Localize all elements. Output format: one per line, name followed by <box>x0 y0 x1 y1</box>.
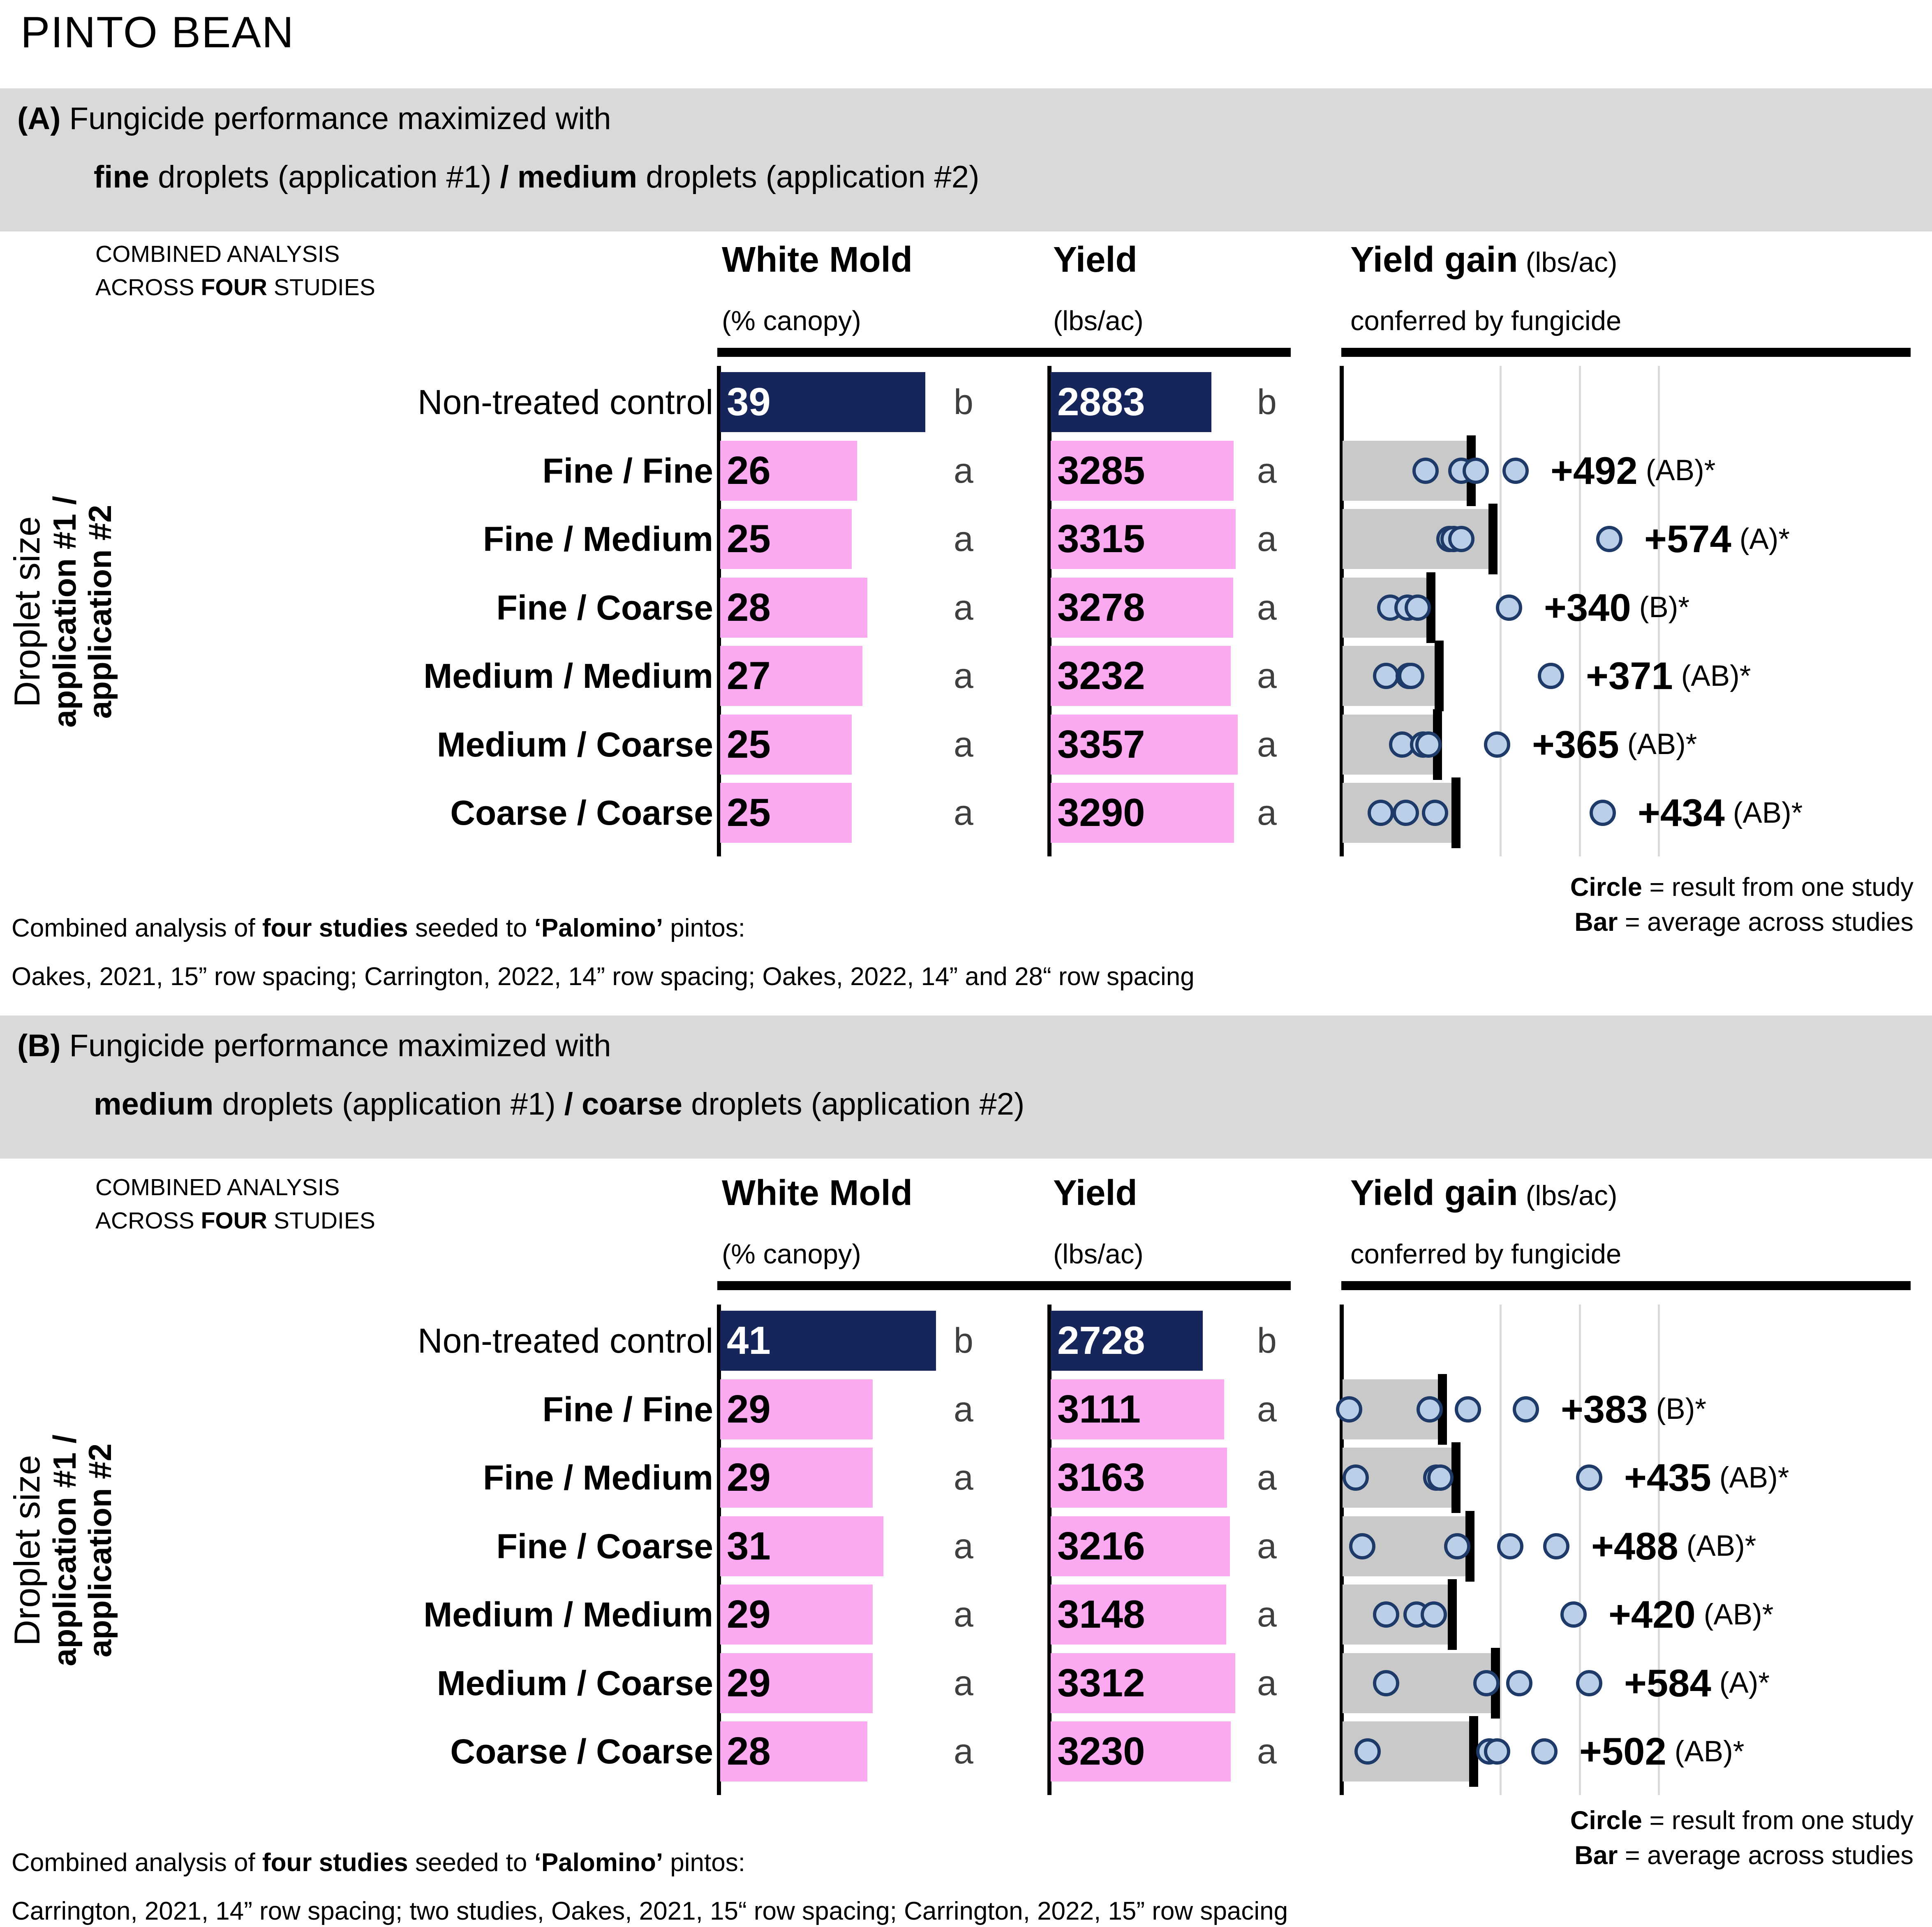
study-result-circle <box>1576 1670 1602 1696</box>
study-result-circle <box>1427 1464 1454 1491</box>
yield-gain-value: +371 <box>1586 654 1673 697</box>
yield-bar <box>1051 372 1211 432</box>
white-mold-column-header: White Mold <box>722 1173 913 1213</box>
white-mold-bar <box>720 578 867 638</box>
yield-group-letter: a <box>1257 519 1277 559</box>
treatment-label: Coarse / Coarse <box>450 793 713 832</box>
study-result-circle <box>1543 1533 1569 1559</box>
legend-bar-line: Bar = average across studies <box>1574 908 1914 937</box>
yield-bar <box>1051 1379 1224 1439</box>
yield-gain-label <box>1561 1379 1706 1439</box>
yield-group-letter: a <box>1257 793 1277 833</box>
study-result-circle <box>1497 1533 1523 1559</box>
study-result-circle <box>1354 1738 1381 1765</box>
average-tick <box>1435 641 1444 711</box>
yield-gain-group: (AB)* <box>1733 796 1803 829</box>
yield-bar <box>1051 715 1238 775</box>
white-mold-bar <box>720 1653 873 1713</box>
yield-gain-group: (AB)* <box>1627 728 1697 761</box>
panel-a-footnote-line2: Oakes, 2021, 15” row spacing; Carrington, 2022, 14” row spacing; Oakes, 2022, 14” and 28“ row spacing <box>12 962 1195 991</box>
yield-gain-value: +574 <box>1644 517 1731 560</box>
yield-gain-column-subheader: conferred by fungicide <box>1350 305 1622 336</box>
white-mold-bar <box>720 1516 883 1576</box>
white-mold-value: 41 <box>727 1319 771 1363</box>
study-result-circle <box>1336 1396 1362 1423</box>
white-mold-group-letter: a <box>954 656 973 696</box>
legend-bar-line: Bar = average across studies <box>1574 1841 1914 1870</box>
white-mold-value: 29 <box>727 1661 771 1705</box>
panel-a-title-line1: (A) Fungicide performance maximized with <box>17 101 611 136</box>
yield-gain-group: (AB)* <box>1645 454 1716 487</box>
yield-gain-group: (B)* <box>1639 591 1690 624</box>
study-result-circle <box>1484 731 1510 758</box>
yield-value: 3232 <box>1057 654 1145 698</box>
yield-value: 3230 <box>1057 1729 1145 1773</box>
yield-value: 3111 <box>1057 1387 1141 1431</box>
yield-gain-value: +420 <box>1608 1593 1696 1636</box>
study-result-circle <box>1398 663 1424 689</box>
study-result-circle <box>1422 800 1448 826</box>
yield-gain-column-header: Yield gain (lbs/ac) <box>1350 1173 1618 1213</box>
yield-group-letter: a <box>1257 1458 1277 1497</box>
white-mold-group-letter: a <box>954 1389 973 1429</box>
yield-gain-label <box>1544 578 1689 638</box>
treatment-label: Medium / Coarse <box>437 1663 713 1703</box>
study-result-circle <box>1496 595 1522 621</box>
yield-column-header: Yield <box>1053 1173 1137 1213</box>
yield-gain-group: (A)* <box>1739 523 1790 555</box>
treatment-label: Fine / Fine <box>542 1390 713 1429</box>
white-mold-column-header: White Mold <box>722 240 913 280</box>
study-result-circle <box>1343 1464 1369 1491</box>
yield-gain-value: +492 <box>1551 449 1638 492</box>
header-rule-left <box>717 1281 1291 1290</box>
treatment-label: Fine / Medium <box>483 1458 713 1497</box>
study-result-circle <box>1444 1533 1470 1559</box>
panel-a-combined-analysis-note: COMBINED ANALYSIS ACROSS FOUR STUDIES <box>95 241 375 301</box>
yield-bar <box>1051 646 1231 706</box>
study-result-circle <box>1531 1738 1558 1765</box>
white-mold-bar <box>720 1311 936 1371</box>
yield-gain-column-header: Yield gain (lbs/ac) <box>1350 240 1618 280</box>
yield-gain-label <box>1586 646 1751 706</box>
yield-gain-value: +340 <box>1544 585 1631 629</box>
study-result-circle <box>1473 1670 1500 1696</box>
white-mold-value: 39 <box>727 380 771 424</box>
yield-bar <box>1051 783 1234 843</box>
yield-value: 2883 <box>1057 380 1145 424</box>
average-tick <box>1451 777 1461 848</box>
panel-b-footnote-line2: Carrington, 2021, 14” row spacing; two studies, Oakes, 2021, 15“ row spacing; Carrington, 2022, 15” row spacing <box>12 1897 1288 1925</box>
yield-bar <box>1051 1585 1226 1645</box>
white-mold-group-letter: a <box>954 793 973 833</box>
yield-bar <box>1051 1311 1203 1371</box>
yield-value: 3148 <box>1057 1592 1145 1636</box>
yield-gain-value: +383 <box>1561 1387 1648 1431</box>
white-mold-group-letter: a <box>954 519 973 559</box>
treatment-label: Medium / Medium <box>423 657 713 695</box>
white-mold-group-letter: a <box>954 1526 973 1566</box>
yield-gain-column-subheader: conferred by fungicide <box>1350 1239 1622 1270</box>
white-mold-bar <box>720 783 852 843</box>
yield-gain-group: (AB)* <box>1674 1735 1745 1768</box>
study-result-circle <box>1405 595 1431 621</box>
yield-gain-value: +502 <box>1579 1730 1666 1773</box>
yield-group-letter: a <box>1257 451 1277 490</box>
yield-bar <box>1051 441 1234 501</box>
white-mold-group-letter: b <box>954 1321 973 1360</box>
study-result-circle <box>1373 1601 1399 1628</box>
yield-gain-value: +488 <box>1591 1524 1678 1568</box>
yield-bar <box>1051 1448 1227 1508</box>
study-result-circle <box>1590 800 1616 826</box>
yield-gain-group: (B)* <box>1656 1393 1707 1425</box>
yield-group-letter: a <box>1257 1595 1277 1634</box>
white-mold-column-unit: (% canopy) <box>722 305 861 336</box>
white-mold-value: 28 <box>727 1729 771 1773</box>
yield-gain-label <box>1644 509 1790 569</box>
yield-gain-group: (A)* <box>1719 1667 1770 1699</box>
yield-gain-label <box>1608 1585 1773 1645</box>
yield-value: 3312 <box>1057 1661 1145 1705</box>
yield-gain-value: +584 <box>1624 1661 1711 1705</box>
study-result-circle <box>1576 1464 1602 1491</box>
white-mold-column-unit: (% canopy) <box>722 1239 861 1270</box>
white-mold-value: 25 <box>727 791 771 835</box>
study-result-circle <box>1448 526 1474 552</box>
panel-b-tag: (B) <box>17 1028 61 1063</box>
white-mold-bar <box>720 509 852 569</box>
treatment-label: Medium / Coarse <box>437 725 713 764</box>
yield-bar <box>1051 509 1236 569</box>
yield-value: 3290 <box>1057 791 1145 835</box>
white-mold-group-letter: b <box>954 382 973 422</box>
treatment-label: Non-treated control <box>417 1321 713 1360</box>
yield-gain-group: (AB)* <box>1686 1530 1756 1562</box>
white-mold-bar <box>720 1379 873 1439</box>
header-rule-right <box>1341 348 1911 357</box>
study-result-circle <box>1421 1601 1447 1628</box>
yield-group-letter: a <box>1257 1663 1277 1703</box>
yield-group-letter: b <box>1257 382 1277 422</box>
white-mold-group-letter: a <box>954 1663 973 1703</box>
treatment-label: Fine / Coarse <box>496 588 713 627</box>
yield-gain-label <box>1638 783 1803 843</box>
study-result-circle <box>1506 1670 1532 1696</box>
white-mold-bar <box>720 441 857 501</box>
treatment-label: Fine / Medium <box>483 520 713 558</box>
treatment-label: Medium / Medium <box>423 1595 713 1634</box>
yield-gain-group: (AB)* <box>1703 1598 1774 1631</box>
white-mold-bar <box>720 715 852 775</box>
yield-value: 2728 <box>1057 1319 1145 1363</box>
panel-b-footnote-line1: Combined analysis of four studies seeded to ‘Palomino’ pintos: <box>12 1848 745 1877</box>
yield-gain-label <box>1551 441 1715 501</box>
study-result-circle <box>1349 1533 1375 1559</box>
white-mold-group-letter: a <box>954 1458 973 1497</box>
treatment-label: Fine / Coarse <box>496 1527 713 1566</box>
yield-bar <box>1051 1721 1231 1781</box>
yield-gain-label <box>1532 715 1697 775</box>
yield-group-letter: a <box>1257 724 1277 764</box>
yield-bar <box>1051 578 1233 638</box>
yield-group-letter: a <box>1257 656 1277 696</box>
treatment-label: Coarse / Coarse <box>450 1732 713 1771</box>
yield-bar <box>1051 1653 1235 1713</box>
yield-gain-value: +365 <box>1532 722 1619 766</box>
study-result-circle <box>1415 731 1442 758</box>
white-mold-bar <box>720 1585 873 1645</box>
yield-group-letter: a <box>1257 1526 1277 1566</box>
legend-circle-line: Circle = result from one study <box>1570 873 1914 902</box>
white-mold-value: 27 <box>727 654 771 698</box>
study-result-circle <box>1455 1396 1481 1423</box>
white-mold-group-letter: a <box>954 451 973 490</box>
study-result-circle <box>1368 800 1394 826</box>
study-result-circle <box>1412 458 1439 484</box>
treatment-label: Non-treated control <box>417 383 713 421</box>
yield-gain-label <box>1579 1721 1744 1781</box>
header-rule-left <box>717 348 1291 357</box>
study-result-circle <box>1538 663 1564 689</box>
white-mold-bar <box>720 1448 873 1508</box>
white-mold-value: 26 <box>727 448 771 493</box>
panel-a-footnote-line1: Combined analysis of four studies seeded to ‘Palomino’ pintos: <box>12 914 745 942</box>
yield-gain-group: (AB)* <box>1681 659 1751 692</box>
study-result-circle <box>1596 526 1622 552</box>
yield-group-letter: b <box>1257 1321 1277 1360</box>
average-tick <box>1488 504 1498 574</box>
yield-value: 3285 <box>1057 448 1145 493</box>
white-mold-group-letter: a <box>954 1595 973 1634</box>
yield-gain-label <box>1624 1653 1770 1713</box>
yield-gain-group: (AB)* <box>1719 1461 1789 1494</box>
yield-gain-label <box>1624 1448 1789 1508</box>
yield-gain-value: +435 <box>1624 1456 1711 1499</box>
panel-b-title-line2: medium droplets (application #1) / coarse droplets (application #2) <box>94 1087 1025 1122</box>
yield-value: 3216 <box>1057 1524 1145 1568</box>
yield-bar <box>1051 1516 1230 1576</box>
droplet-size-axis-label: Droplet size application #1 / application #2 <box>6 1434 118 1666</box>
yield-group-letter: a <box>1257 1732 1277 1771</box>
white-mold-bar <box>720 646 862 706</box>
white-mold-group-letter: a <box>954 724 973 764</box>
yield-column-unit: (lbs/ac) <box>1053 1239 1144 1270</box>
legend-circle-line: Circle = result from one study <box>1570 1806 1914 1835</box>
white-mold-group-letter: a <box>954 1732 973 1771</box>
panel-a-tag: (A) <box>17 101 61 136</box>
yield-value: 3357 <box>1057 722 1145 766</box>
yield-group-letter: a <box>1257 588 1277 627</box>
droplet-size-axis-label: Droplet size application #1 / application #2 <box>6 496 118 728</box>
study-result-circle <box>1484 1738 1510 1765</box>
panel-a-title-line2: fine droplets (application #1) / medium droplets (application #2) <box>94 160 980 194</box>
study-result-circle <box>1513 1396 1539 1423</box>
panel-b-title-line1: (B) Fungicide performance maximized with <box>17 1028 611 1063</box>
white-mold-value: 25 <box>727 722 771 766</box>
header-rule-right <box>1341 1281 1911 1290</box>
study-result-circle <box>1502 458 1529 484</box>
yield-value: 3315 <box>1057 517 1145 561</box>
yield-column-unit: (lbs/ac) <box>1053 305 1144 336</box>
white-mold-bar <box>720 1721 867 1781</box>
white-mold-value: 25 <box>727 517 771 561</box>
study-result-circle <box>1373 1670 1399 1696</box>
treatment-label: Fine / Fine <box>542 451 713 490</box>
panel-b-combined-analysis-note: COMBINED ANALYSIS ACROSS FOUR STUDIES <box>95 1174 375 1234</box>
study-result-circle <box>1463 458 1489 484</box>
study-result-circle <box>1417 1396 1443 1423</box>
average-tick <box>1448 1579 1457 1650</box>
white-mold-value: 29 <box>727 1455 771 1499</box>
white-mold-value: 31 <box>727 1524 771 1568</box>
yield-gain-label <box>1591 1516 1756 1576</box>
yield-group-letter: a <box>1257 1389 1277 1429</box>
figure-title: PINTO BEAN <box>21 7 295 57</box>
study-result-circle <box>1393 800 1419 826</box>
white-mold-value: 29 <box>727 1592 771 1636</box>
white-mold-value: 29 <box>727 1387 771 1431</box>
white-mold-bar <box>720 372 925 432</box>
yield-value: 3163 <box>1057 1455 1145 1499</box>
white-mold-value: 28 <box>727 585 771 629</box>
yield-column-header: Yield <box>1053 240 1137 280</box>
yield-value: 3278 <box>1057 585 1145 629</box>
study-result-circle <box>1560 1601 1587 1628</box>
yield-gain-value: +434 <box>1638 791 1725 834</box>
white-mold-group-letter: a <box>954 588 973 627</box>
